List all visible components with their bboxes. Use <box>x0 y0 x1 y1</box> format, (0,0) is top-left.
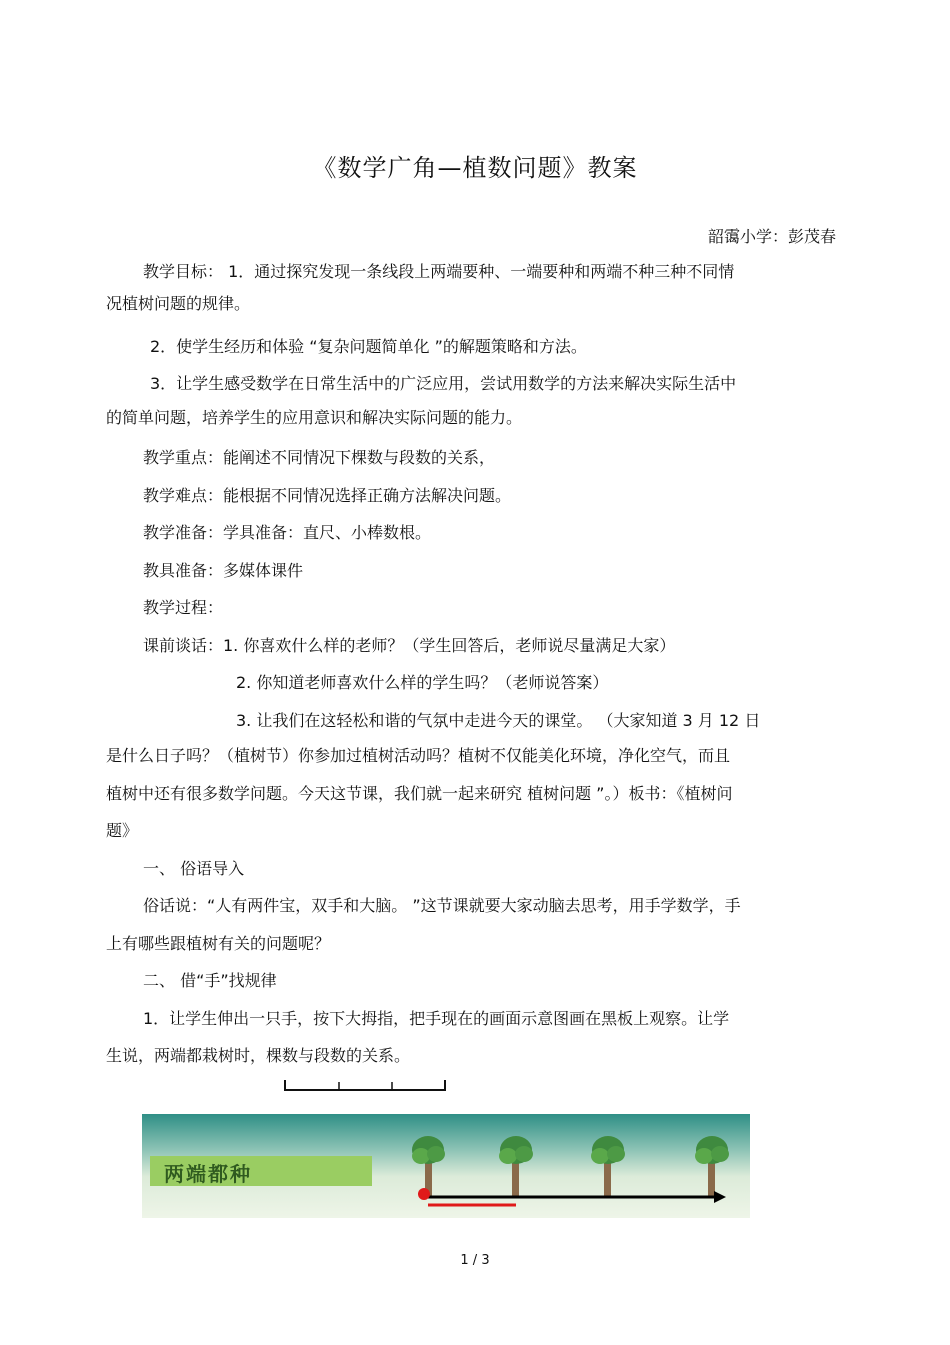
objective-line-1b: 况植树问题的规律。 <box>106 294 251 313</box>
talk-line-3d: 题》 <box>106 821 139 840</box>
tree-planting-illustration <box>142 1114 750 1218</box>
author-line: 韶霭小学：彭茂春 <box>707 227 836 246</box>
objective-line-2: 2．使学生经历和体验 “复杂问题简单化 ”的解题策略和方法。 <box>150 337 587 356</box>
objective-line-1: 教学目标： 1．通过探究发现一条线段上两端要种、一端要种和两端不种三种不同情 <box>143 262 735 281</box>
proverb-line-1: 俗话说：“人有两件宝，双手和大脑。 ”这节课就要大家动脑去思考，用手学数学，手 <box>143 896 741 915</box>
activity-line-1: 1．让学生伸出一只手，按下大拇指，把手现在的画面示意图画在黑板上观察。让学 <box>143 1009 730 1028</box>
key-point-line: 教学重点：能阐述不同情况下棵数与段数的关系， <box>143 448 496 467</box>
section-1-heading: 一、 俗语导入 <box>143 859 245 878</box>
preparation-line: 教学准备：学具准备：直尺、小棒数根。 <box>143 523 432 542</box>
objective-line-3b: 的简单问题，培养学生的应用意识和解决实际问题的能力。 <box>106 408 523 427</box>
talk-line-1: 课前谈话：1. 你喜欢什么样的老师？（学生回答后，老师说尽量满足大家） <box>143 636 676 655</box>
teaching-aids-line: 教具准备：多媒体课件 <box>143 561 304 580</box>
illustration-label: 两端都种 <box>164 1162 252 1186</box>
talk-line-2: 2. 你知道老师喜欢什么样的学生吗？（老师说答案） <box>236 673 609 692</box>
objective-line-3: 3．让学生感受数学在日常生活中的广泛应用，尝试用数学的方法来解决实际生活中 <box>150 374 737 393</box>
talk-line-3b: 是什么日子吗？（植树节）你参加过植树活动吗？植树不仅能美化环境，净化空气，而且 <box>106 746 731 765</box>
segment-diagram <box>284 1078 446 1092</box>
difficulty-line: 教学难点：能根据不同情况选择正确方法解决问题。 <box>143 486 512 505</box>
process-heading: 教学过程： <box>143 598 224 617</box>
section-2-heading: 二、 借“手”找规律 <box>143 971 277 990</box>
proverb-line-2: 上有哪些跟植树有关的问题呢？ <box>106 934 331 953</box>
document-title: 《数学广角—植数问题》教案 <box>312 154 638 182</box>
activity-line-2: 生说，两端都栽树时，棵数与段数的关系。 <box>106 1046 411 1065</box>
page-number: 1 / 3 <box>460 1253 490 1268</box>
talk-line-3c: 植树中还有很多数学问题。今天这节课，我们就一起来研究 植树问题 ”。）板书：《植树问 <box>106 784 733 803</box>
talk-line-3: 3. 让我们在这轻松和谐的气氛中走进今天的课堂。 （大家知道 3 月 12 日 <box>236 711 761 730</box>
